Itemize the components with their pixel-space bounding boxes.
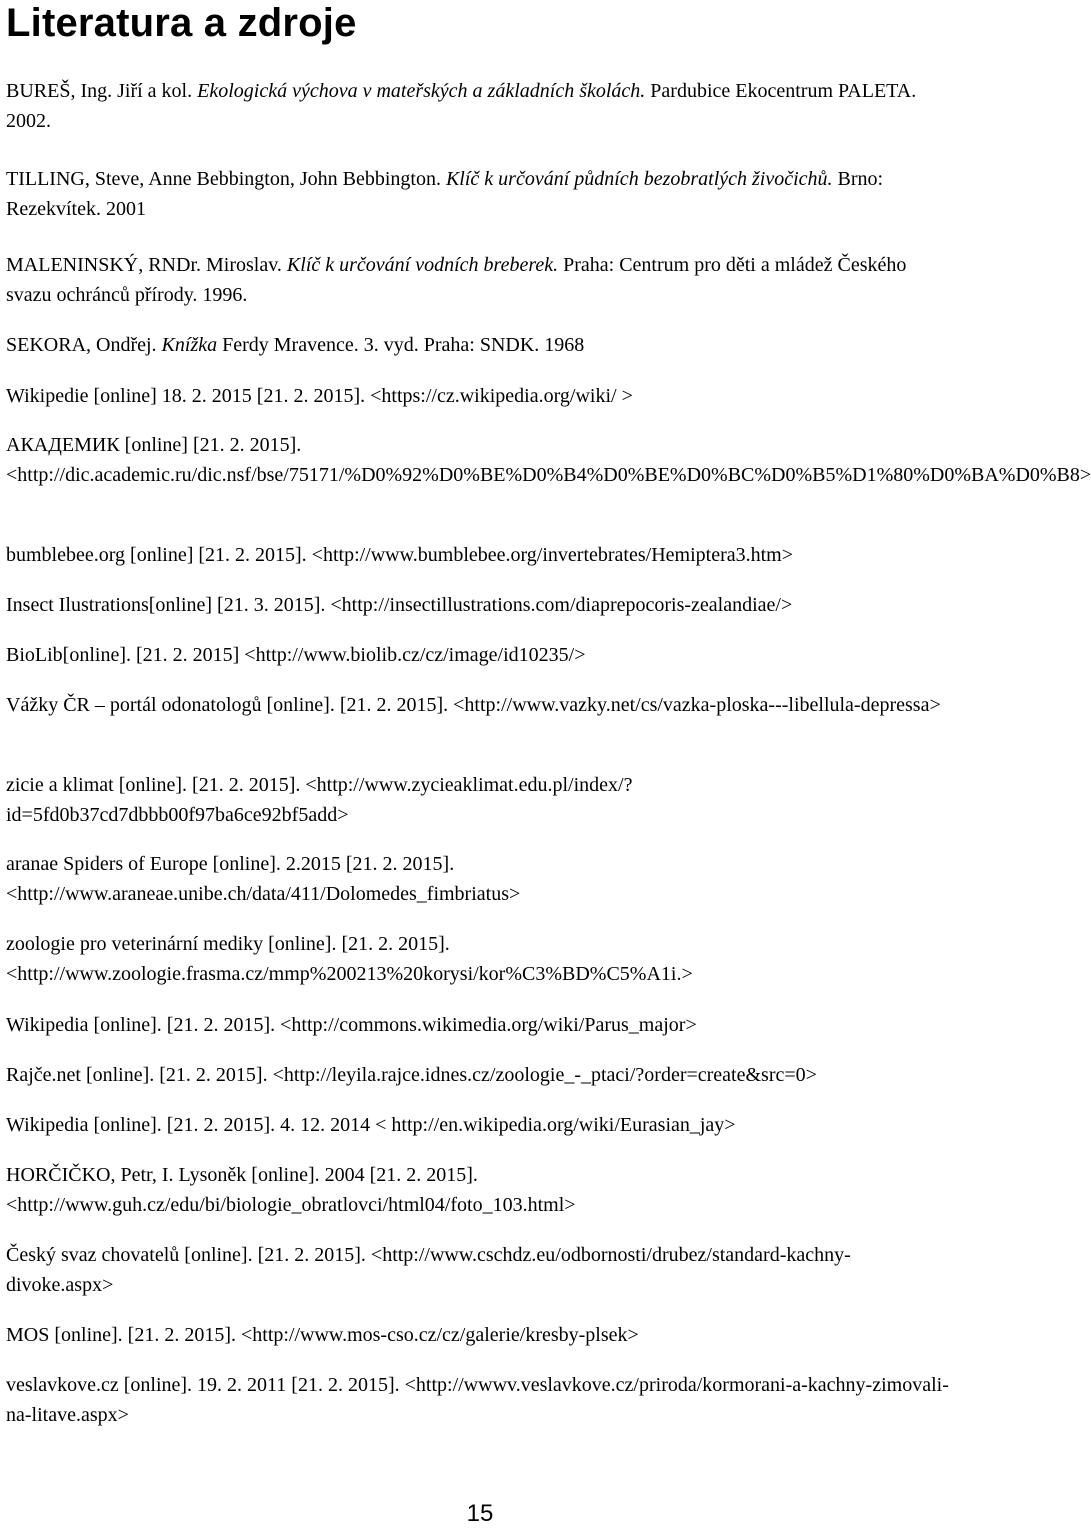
reference-text: Vážky ČR – portál odonatologů [online]. [21. 2. 2015]. <http://www.vazky.net/cs/vazka-ploska---libellula-depressa>: [6, 694, 941, 716]
reference-text: Insect Ilustrations[online] [21. 3. 2015]. <http://insectillustrations.com/diaprepocoris-zealandiae/>: [6, 594, 793, 616]
reference-item: [6, 690, 954, 720]
reference-text: Ekologická výchova v mateřských a základních školách.: [197, 80, 646, 102]
reference-item: [6, 849, 954, 909]
reference-text: zicie a klimat [online]. [21. 2. 2015]. <http://www.zycieaklimat.edu.pl/index/?id=5fd0b37cd7dbbb00f97ba6ce92bf5add>: [6, 774, 633, 826]
page-title: Literatura a zdroje: [6, 1, 357, 45]
reference-item: [6, 770, 954, 830]
reference-text: Knížka: [161, 334, 218, 356]
reference-item: [6, 1160, 954, 1220]
reference-item: [6, 164, 954, 224]
reference-item: [6, 1060, 954, 1090]
reference-text: Pardubice Ekocentrum PALETA. 2002.: [6, 80, 917, 132]
reference-item: [6, 430, 1091, 490]
reference-text: АКАДЕМИК [online] [21. 2. 2015]. <http://dic.academic.ru/dic.nsf/bse/75171/%D0%92%D0%BE%D0%B4%D0%BE%D0%BC%D0%B5%D1%80%D0%BA%D0%B8>: [6, 434, 1091, 486]
reference-item: [6, 250, 954, 310]
reference-item: [6, 929, 954, 989]
reference-text: Ferdy Mravence. 3. vyd. Praha: SNDK. 1968: [217, 334, 585, 356]
reference-item: [6, 590, 954, 620]
reference-text: MOS [online]. [21. 2. 2015]. <http://www.mos-cso.cz/cz/galerie/kresby-plsek>: [6, 1324, 639, 1346]
reference-item: [6, 1320, 954, 1350]
reference-text: Praha: Centrum pro děti a mládež Českého svazu ochránců přírody. 1996.: [6, 254, 907, 306]
reference-text: MALENINSKÝ, RNDr. Miroslav.: [6, 254, 287, 276]
reference-item: [6, 540, 954, 570]
reference-text: bumblebee.org [online] [21. 2. 2015]. <http://www.bumblebee.org/invertebrates/Hemiptera3.htm>: [6, 544, 794, 566]
reference-item: [6, 76, 954, 136]
reference-item: [6, 1010, 954, 1040]
page-number: 15: [466, 1500, 494, 1527]
reference-text: Wikipedia [online]. [21. 2. 2015]. 4. 12. 2014 < http://en.wikipedia.org/wiki/Eurasian_jay>: [6, 1114, 736, 1136]
reference-text: veslavkove.cz [online]. 19. 2. 2011 [21. 2. 2015]. <http://wwwv.veslavkove.cz/priroda/kormorani-a-kachny-zimovali-na-litave.aspx>: [6, 1374, 949, 1426]
reference-item: [6, 1240, 954, 1300]
reference-text: BioLib[online]. [21. 2. 2015] <http://www.biolib.cz/cz/image/id10235/>: [6, 644, 586, 666]
reference-item: [6, 330, 954, 360]
reference-text: Wikipedie [online] 18. 2. 2015 [21. 2. 2015]. <https://cz.wikipedia.org/wiki/ >: [6, 385, 633, 407]
reference-text: Brno: Rezekvítek. 2001: [6, 168, 884, 220]
reference-text: Český svaz chovatelů [online]. [21. 2. 2015]. <http://www.cschdz.eu/odbornosti/drubez/standard-kachny-divoke.aspx>: [6, 1244, 851, 1296]
reference-item: [6, 381, 954, 411]
reference-text: zoologie pro veterinární mediky [online]. [21. 2. 2015]. <http://www.zoologie.frasma.cz/mmp%200213%20korysi/kor%C3%BD%C5%A1i.>: [6, 933, 693, 985]
reference-text: Wikipedia [online]. [21. 2. 2015]. <http://commons.wikimedia.org/wiki/Parus_major>: [6, 1014, 697, 1036]
reference-text: Rajče.net [online]. [21. 2. 2015]. <http://leyila.rajce.idnes.cz/zoologie_-_ptaci/?order=create&src=0>: [6, 1064, 817, 1086]
reference-text: HORČIČKO, Petr, I. Lysoněk [online]. 2004 [21. 2. 2015]. <http://www.guh.cz/edu/bi/biologie_obratlovci/html04/foto_103.html>: [6, 1164, 576, 1216]
reference-text: aranae Spiders of Europe [online]. 2.2015 [21. 2. 2015]. <http://www.araneae.unibe.ch/data/411/Dolomedes_fimbriatus>: [6, 853, 521, 905]
reference-text: Klíč k určování vodních breberek.: [286, 254, 559, 276]
reference-item: [6, 640, 954, 670]
reference-item: [6, 1370, 954, 1430]
reference-text: Klíč k určování půdních bezobratlých živočichů.: [445, 168, 833, 190]
reference-text: SEKORA, Ondřej.: [6, 334, 162, 356]
reference-text: TILLING, Steve, Anne Bebbington, John Bebbington.: [6, 168, 446, 190]
reference-item: [6, 1110, 954, 1140]
reference-text: BUREŠ, Ing. Jiří a kol.: [6, 80, 198, 102]
